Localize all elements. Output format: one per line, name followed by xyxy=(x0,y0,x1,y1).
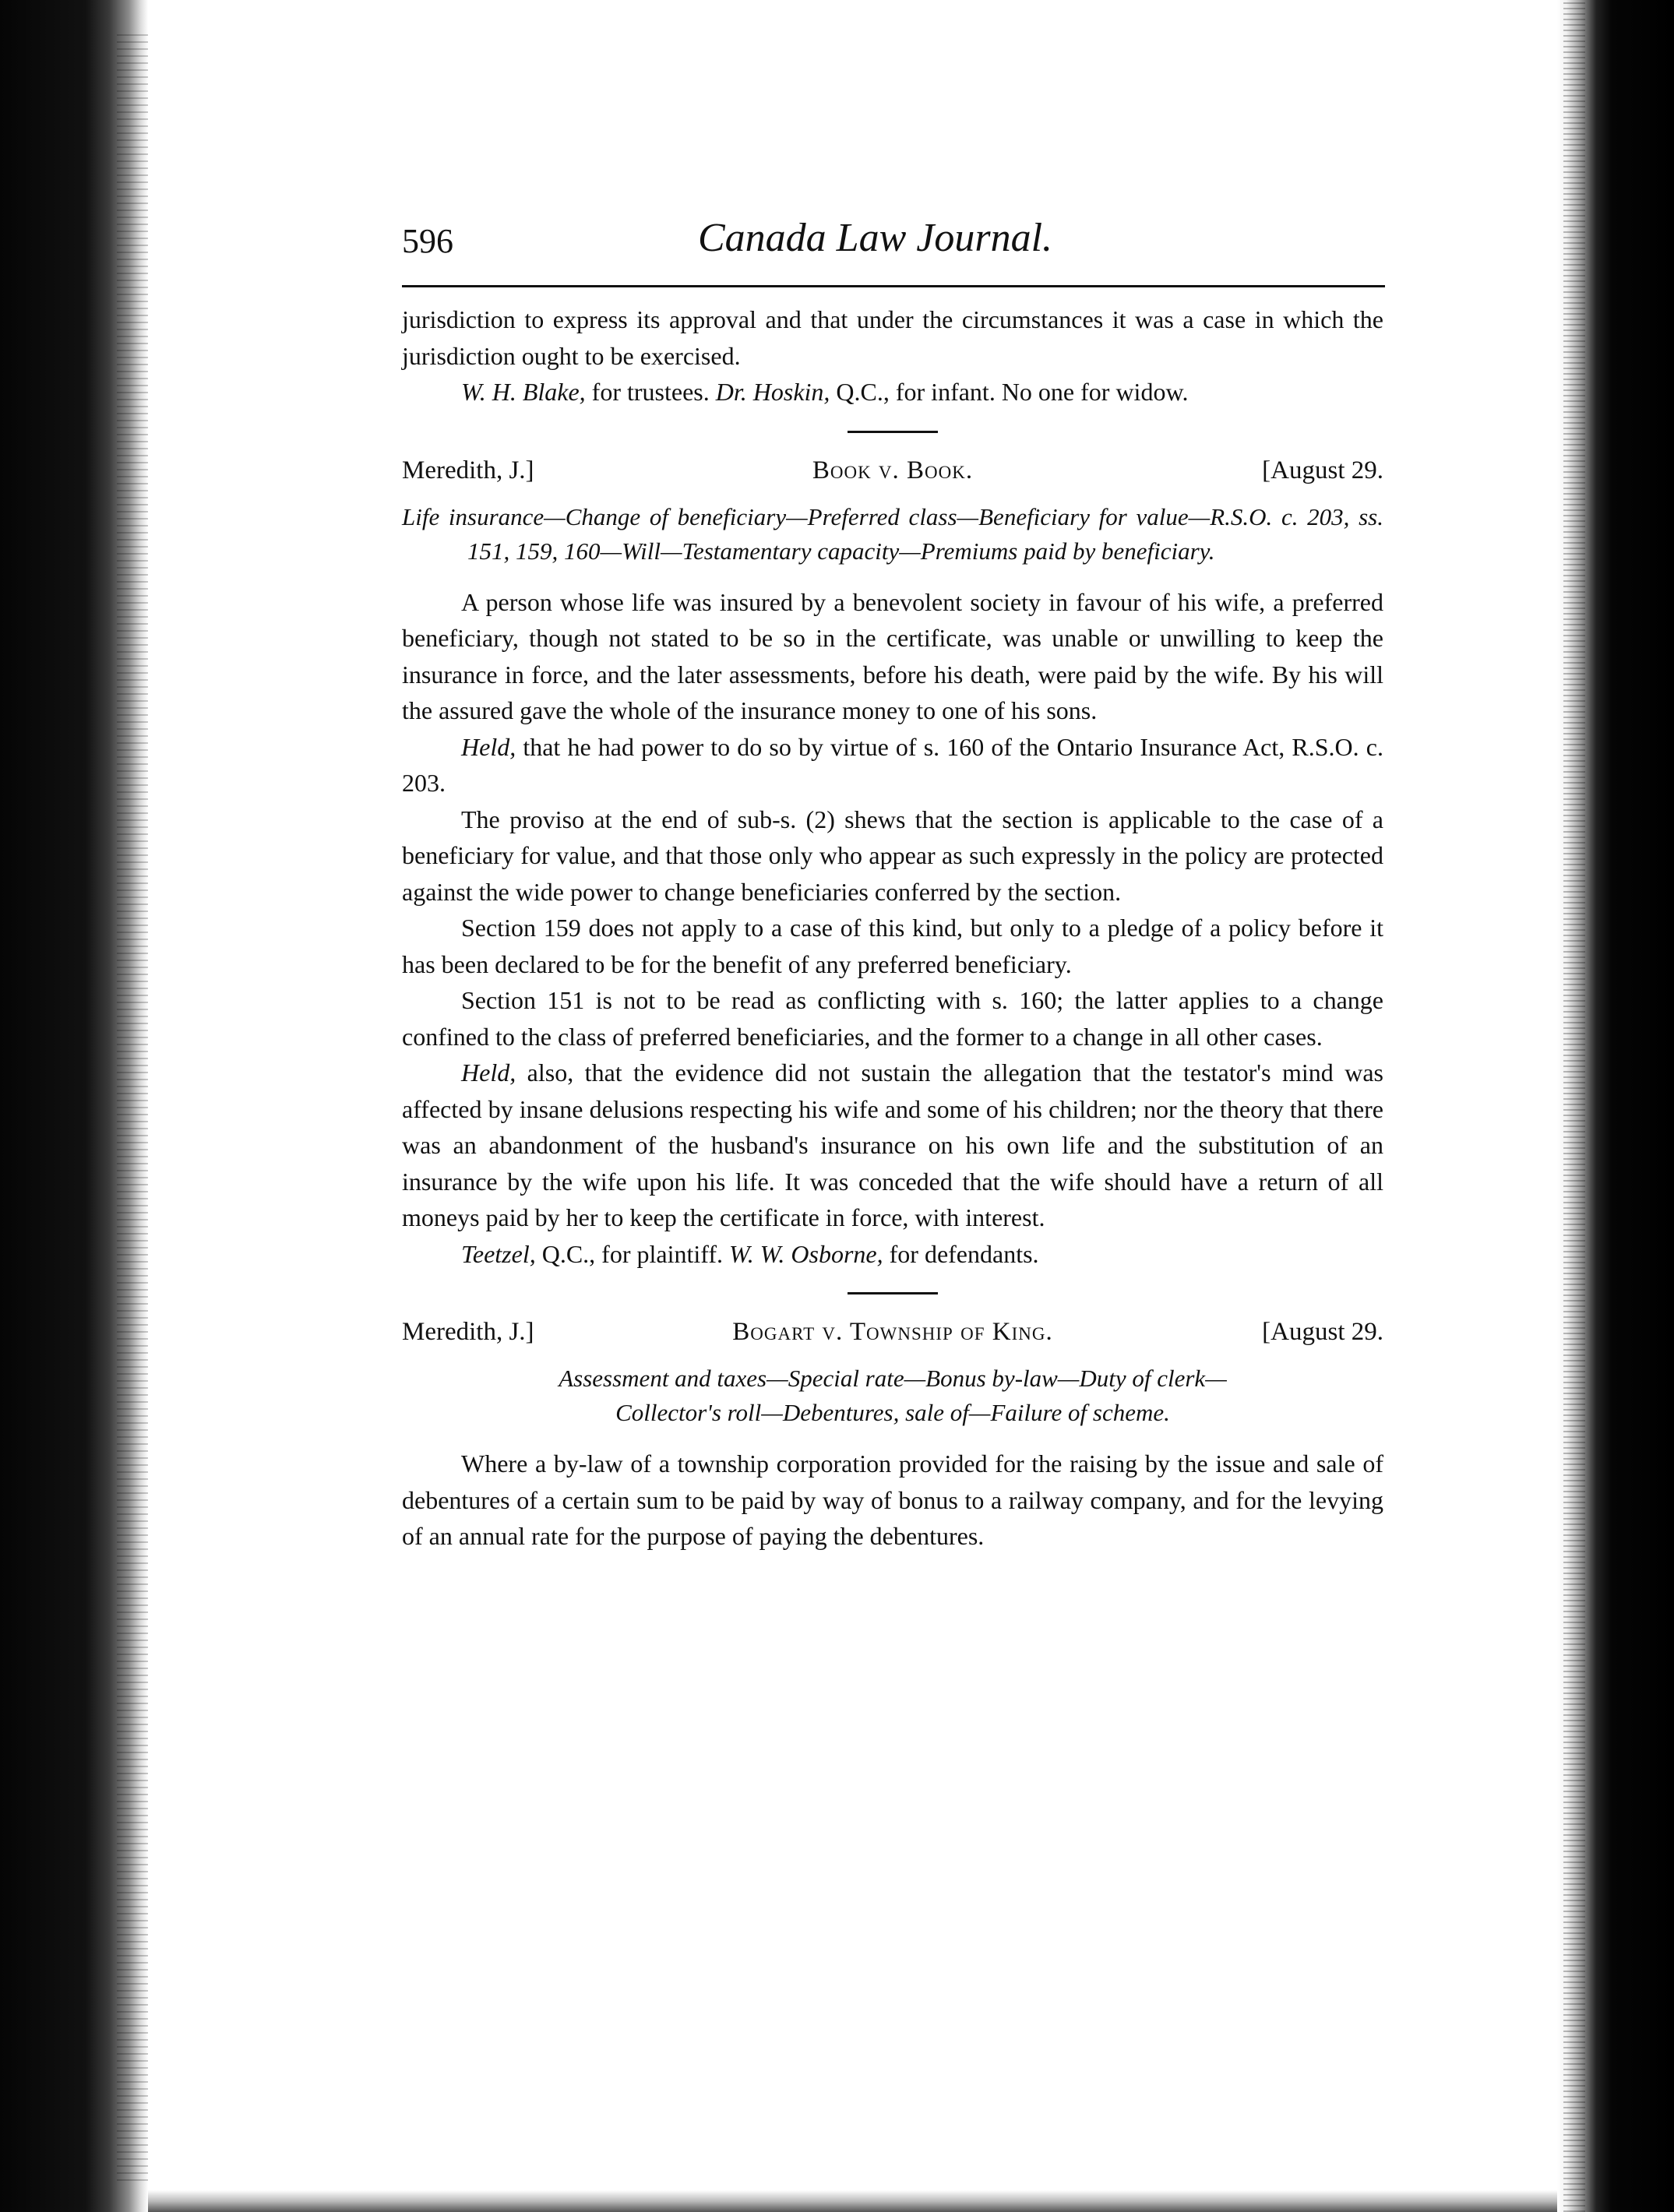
case-date: [August 29. xyxy=(1262,456,1383,484)
journal-page xyxy=(402,210,1383,1555)
case-title: Book v. Book. xyxy=(812,456,974,484)
section-separator xyxy=(848,1292,938,1294)
counsel-name: W. W. Osborne, xyxy=(728,1239,883,1268)
case-heading xyxy=(402,456,1383,500)
case-paragraph: A person whose life was insured by a benevolent society in favour of his wife, a preferred beneficiary, though not stated to be so in the certificate, was unable or unwilling to keep the insurance in force, and the later assessments, before his death, were paid by the wife. By his will the assured gave the whole of the insurance money to one of his sons. xyxy=(402,587,1383,724)
counsel-role: for trustees. xyxy=(585,378,716,406)
case-headnote: Life insurance—Change of beneficiary—Preferred class—Beneficiary for value—R.S.O. c. 203, ss. 151, 159, 160—Will—Testamentary capacity—Premiums paid by beneficiary. xyxy=(402,502,1383,565)
held-label: Held, xyxy=(461,1058,516,1087)
counsel-name: Dr. Hoskin, xyxy=(715,378,830,406)
paragraph-text: also, that the evidence did not sustain the allegation that the testator's mind was affected by insane delusions respecting his wife and some of his children; nor the theory that there was an abandonment of the husband's insurance on his own life and the substitution of an insurance by the wife upon his life. It was conceded that the wife should have a return of all moneys paid by her to keep the certificate in force, with interest. xyxy=(402,1058,1383,1231)
case-judge: Meredith, J.] xyxy=(402,1318,534,1346)
journal-title: Canada Law Journal. xyxy=(698,216,1053,260)
page-bottom-edge xyxy=(148,2190,1557,2212)
case-headnote xyxy=(402,1361,1383,1430)
page-number: 596 xyxy=(402,222,453,260)
case-date: [August 29. xyxy=(1262,1318,1383,1346)
counsel-name: W. H. Blake, xyxy=(461,378,586,406)
counsel-role: Q.C., for infant. No one for widow. xyxy=(830,378,1189,406)
paragraph-text: that he had power to do so by virtue of s. 160 of the Ontario Insurance Act, R.S.O. c. 203. xyxy=(402,732,1383,797)
case-heading xyxy=(402,1318,1383,1361)
case-paragraph: The proviso at the end of sub-s. (2) shews that the section is applicable to the case of a beneficiary for value, and that those only who appear as such expressly in the policy are protected against the wide power to change beneficiaries conferred by the section. xyxy=(402,805,1383,906)
running-head xyxy=(402,210,1383,265)
case-paragraph: Section 159 does not apply to a case of this kind, but only to a pledge of a policy before it has been declared to be for the benefit of any preferred beneficiary. xyxy=(402,914,1383,978)
counsel-role: Q.C., for plaintiff. xyxy=(535,1239,729,1268)
headnote-line: Assessment and taxes—Special rate—Bonus by-law—Duty of clerk— xyxy=(559,1365,1227,1392)
case-paragraph xyxy=(402,729,1383,801)
case-paragraph: Section 151 is not to be read as conflicting with s. 160; the latter applies to a change confined to the class of preferred beneficiaries, and the former to a change in all other cases. xyxy=(402,986,1383,1051)
header-rule xyxy=(402,285,1385,287)
headnote-line: Collector's roll—Debentures, sale of—Failure of scheme. xyxy=(615,1399,1170,1426)
intro-counsel-line xyxy=(402,374,1383,410)
counsel-role: for defendants. xyxy=(883,1239,1039,1268)
case-paragraph xyxy=(402,1055,1383,1236)
case-judge: Meredith, J.] xyxy=(402,456,534,484)
case-counsel-line xyxy=(402,1236,1383,1273)
book-binding-edge xyxy=(0,0,148,2212)
section-separator xyxy=(848,431,938,433)
case-title: Bogart v. Township of King. xyxy=(732,1318,1053,1346)
held-label: Held, xyxy=(461,732,516,761)
intro-paragraph: jurisdiction to express its approval and that under the circumstances it was a case in which the jurisdiction ought to be exercised. xyxy=(402,305,1383,370)
case-paragraph: Where a by-law of a township corporation provided for the raising by the issue and sale of debentures of a certain sum to be paid by way of bonus to a railway company, and for the levying of an annual rate for the purpose of paying the debentures. xyxy=(402,1449,1383,1550)
page-right-edge xyxy=(1557,0,1674,2212)
counsel-name: Teetzel, xyxy=(461,1239,536,1268)
